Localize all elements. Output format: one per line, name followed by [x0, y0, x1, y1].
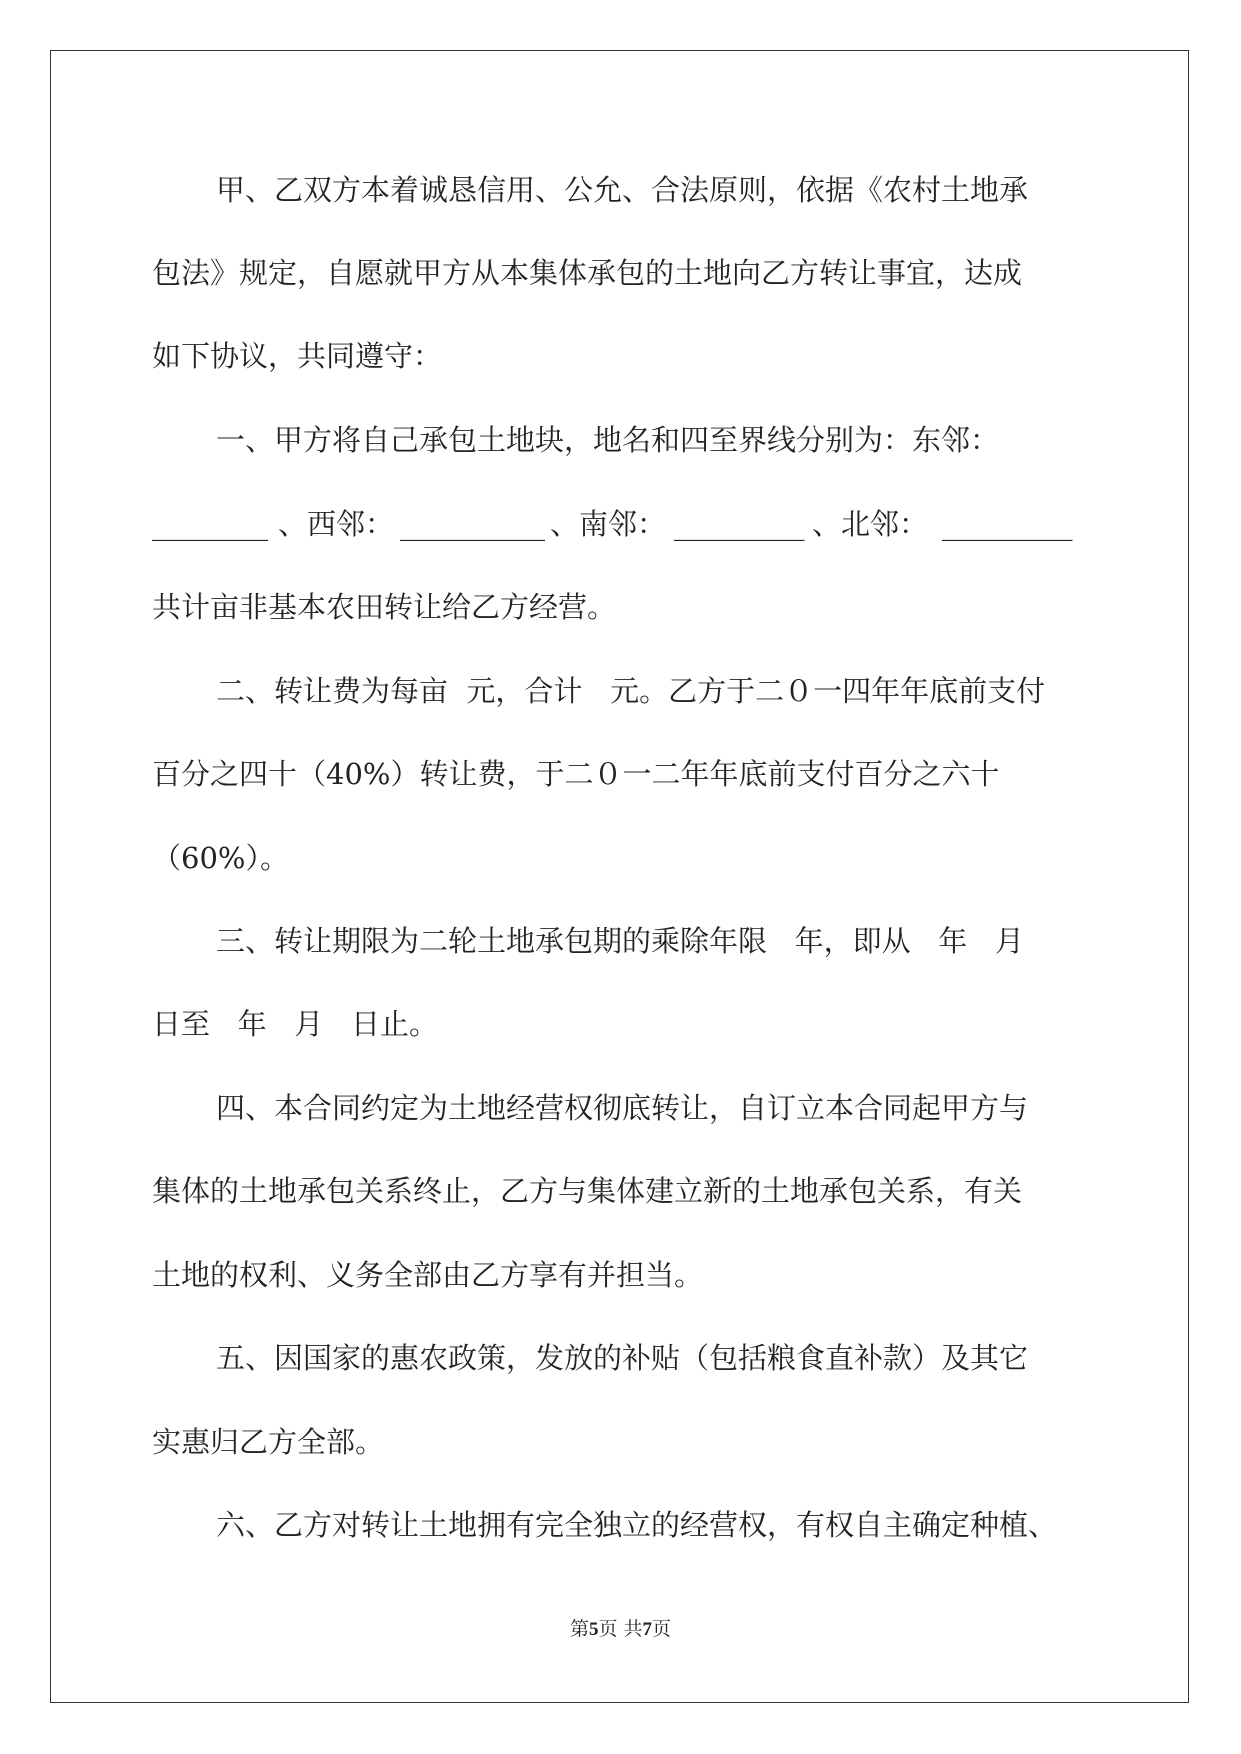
north-label: 、北邻： [812, 507, 929, 541]
paragraph-line: 六、乙方对转让土地拥有完全独立的经营权，有权自主确定种植、 [216, 1508, 1058, 1542]
paragraph-line: 二、转让费为每亩 元，合计 元。乙方于二０一四年年底前支付 [216, 674, 1046, 708]
paragraph-line: 一、甲方将自己承包土地块，地名和四至界线分别为：东邻： [216, 423, 1000, 457]
paragraph-line: 实惠归乙方全部。 [152, 1425, 385, 1459]
east-blank: ________ [152, 507, 268, 541]
paragraph-line: 四、本合同约定为土地经营权彻底转让，自订立本合同起甲方与 [216, 1091, 1029, 1125]
footer-prefix: 第 [569, 1618, 589, 1640]
footer-mid: 页 共 [598, 1618, 643, 1640]
paragraph-line: 甲、乙双方本着诚恳信用、公允、合法原则，依据《农村土地承 [216, 173, 1029, 207]
paragraph-line: （60%）。 [152, 841, 289, 875]
paragraph-line: 土地的权利、义务全部由乙方享有并担当。 [152, 1258, 704, 1292]
paragraph-line: 集体的土地承包关系终止，乙方与集体建立新的土地承包关系，有关 [152, 1174, 1023, 1208]
paragraph-line: 百分之四十（40%）转让费，于二０一二年年底前支付百分之六十 [152, 757, 1000, 791]
footer-current-page: 5 [588, 1619, 599, 1640]
paragraph-line: 五、因国家的惠农政策，发放的补贴（包括粮食直补款）及其它 [216, 1341, 1029, 1375]
north-blank: _________ [942, 507, 1073, 541]
paragraph-line: 包法》规定，自愿就甲方从本集体承包的土地向乙方转让事宜，达成 [152, 256, 1023, 290]
west-blank: __________ [400, 507, 545, 541]
west-label: 、西邻： [278, 507, 395, 541]
south-blank: _________ [674, 507, 805, 541]
page-number-footer [0, 1614, 1241, 1641]
footer-total-pages: 7 [642, 1619, 653, 1640]
paragraph-line: 如下协议，共同遵守： [152, 339, 443, 373]
paragraph-line: 共计亩非基本农田转让给乙方经营。 [152, 590, 617, 624]
paragraph-line: 日至 年 月 日止。 [152, 1007, 438, 1041]
paragraph-line: 三、转让期限为二轮土地承包期的乘除年限 年，即从 年 月 [216, 924, 1024, 958]
footer-suffix: 页 [652, 1618, 672, 1640]
boundary-blanks-row [152, 502, 1087, 546]
south-label: 、南邻： [550, 507, 667, 541]
